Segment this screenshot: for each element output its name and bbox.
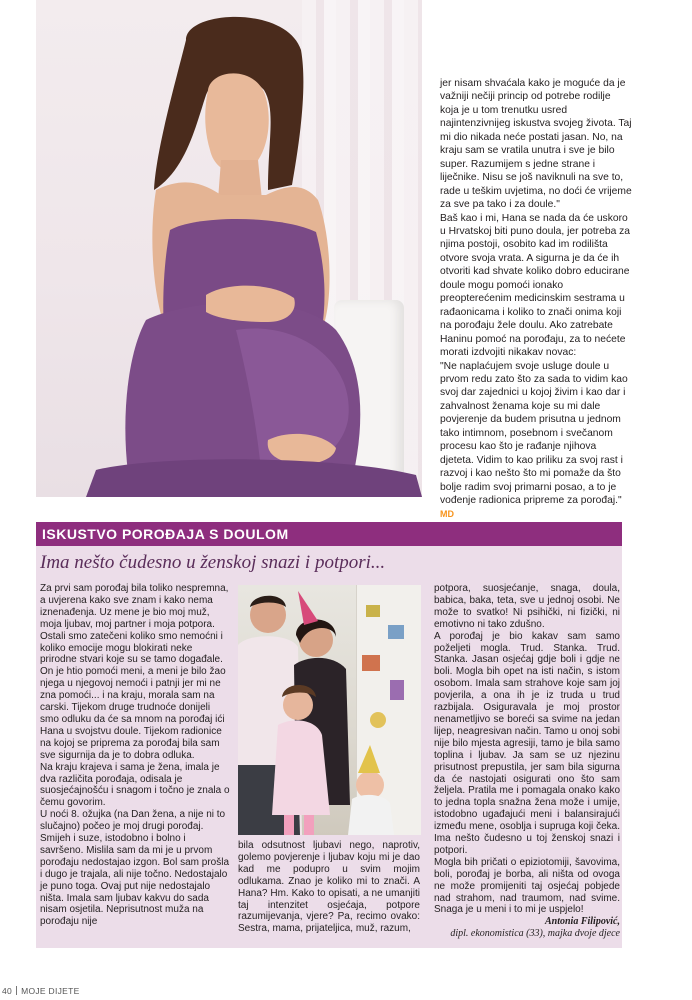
author-initials: MD xyxy=(440,508,454,519)
magazine-name: MOJE DIJETE xyxy=(21,986,80,996)
article-continuation-column xyxy=(440,77,632,521)
paragraph: U noći 8. ožujka (na Dan žena, a nije ni to slučajno) počeo je moj drugi porođaj. Smijeh i suze, istodobno i bolno i savršeno. Mislila sam da mi je u prvom porođaju nedostajao izgon. Bol sam prošla i dugo je trajala, ali nije točno. Nedostajalo je puno toga. Ovaj put nije nedostajalo ništa. Imala sam ljubav kakvu do sada nisam osjetila. Neprisutnost muža na porođaju nije xyxy=(40,809,230,928)
footer-divider xyxy=(16,986,17,995)
family-photo xyxy=(238,585,421,835)
story-column-2 xyxy=(238,840,420,935)
pregnant-woman-photo xyxy=(36,0,422,497)
paragraph: bila odsutnost ljubavi nego, naprotiv, golemo povjerenje i ljubav koju mi je dao kad me podupro u svim mojim odlukama. Znao je koliko mi to znači. A Hana? Hm. Kako to opisati, a ne umanjiti taj intenzitet osjećaja, potpore razumijevanja, vjere? Pa, recimo ovako: Sestra, mama, prijateljica, muž, razum, xyxy=(238,840,420,935)
story-column-1 xyxy=(40,583,230,928)
paragraph: Mogla bih pričati o epiziotomiji, šavovima, boli, porođaj je borba, ali ništa od ovoga ne može promijeniti taj osjećaj pobjede nad strahom, nad traumom, nad svime. Snaga je u meni i to mi je uspjelo! xyxy=(434,856,620,916)
paragraph: potpora, suosjećanje, snaga, doula, babica, baka, teta, sve u jednoj osobi. Ne može to svatko! Ni psihički, ni fizički, ni emotivno ni tako zdušno. xyxy=(434,583,620,630)
paragraph: Baš kao i mi, Hana se nada da će uskoro u Hrvatskoj biti puno doula, jer potreba za njima postoji, osobito kad im rodilišta otvore svoja vrata. A sigurna je da će ih otvoriti kad shvate koliko dobro educirane doule mogu pomoći ionako preopterećenim medicinskim sestrama u rađaonicama i koliko to znači onima koji na porođaju žele doulu. Ako zatrebate Haninu pomoć na porođaju, za to nećete morati izdvojiti nikakav novac: xyxy=(440,212,631,359)
author-title: dipl. ekonomistica (33), majka dvoje djece xyxy=(450,928,620,940)
paragraph: A porođaj je bio kakav sam samo poželjeti mogla. Trud. Stanka. Trud. Stanka. Jasan osjećaj gdje boli i gdje ne boli. Mogla bih opet na isti način, s istom osobom. Imala sam strahove koje sam joj povjerila, a ona ih je iz truda u trud razbijala. Osiguravala je moj prostor nenametljivo se boreći sa svime na jedan lijep, neagresivan način. Tamo u onoj sobi nije bilo mjesta agresiji, tamo je bila samo toplina i ljubav. Ja sam se uz njezinu prisutnost prepustila, jer sam bila sigurna da će nastojati osigurati ono što sam željela. Pratila me i pomagala onako kako to jedna topla snažna žena može i umije, istodobno ugađajući meni i balansirajući između mene, osoblja i supruga koji čeka. Ima nešto čudesno u toj ženskoj snazi i potpori. xyxy=(434,630,620,856)
paragraph: Na kraju krajeva i sama je žena, imala je dva različita porođaja, odisala je suosjećajnošću i snagom i točno je znala o čemu govorim. xyxy=(40,761,230,809)
author-signature xyxy=(434,916,620,940)
paragraph: Za prvi sam porođaj bila toliko nespremna, a uvjerena kako sve znam i kako nema iznenađenja. Uz mene je bio moj muž, moja ljubav, moj partner i moja potpora. Ostali smo zatečeni koliko smo nemoćni i koliko emocije mogu blokirati neke prirodne stvari koje su se tamo događale. On je htio pomoći meni, a meni je bilo žao njega u njegovoj nemoći i patnji jer mi ne zna pomoći... i na kraju, morala sam na carski. Tijekom druge trudnoće donijeli smo odluku da će sa mnom na porođaj ići Hana u svojstvu doule. Tijekom radionice na kojoj se priprema za porođaj bila sam sve sigurnija da je to dobra odluka. xyxy=(40,583,229,761)
section-title: ISKUSTVO POROĐAJA S DOULOM xyxy=(36,522,622,546)
story-column-3 xyxy=(434,583,620,940)
family-figures xyxy=(238,585,421,835)
woman-figure xyxy=(36,0,422,497)
section-subtitle: Ima nešto čudesno u ženskoj snazi i potpori... xyxy=(40,552,386,573)
page-number: 40 xyxy=(2,986,13,996)
paragraph xyxy=(440,360,632,521)
page-footer xyxy=(2,986,80,998)
paragraph: jer nisam shvaćala kako je moguće da je važniji nečiji princip od potrebe rodilje koja je u tom trenutku usred najintenzivnijeg iskustva svojeg života. Taj mi dio nikada neće postati jasan. No, na kraju sam se vratila unutra i sve je bilo super. Razumijem s jedne strane i liječnike. Nisu se još naviknuli na sve to, rade u teškim uvjetima, no doći će vrijeme za sve pa tako i za doule." xyxy=(440,78,632,211)
quote-text: "Ne naplaćujem svoje usluge doule u prvom redu zato što za sada to vidim kao svoj dar zajednici u kojoj živim i kao dar i zahvalnost ženama koje su mi dale povjerenje da budem prisutna u jednom tako intimnom, posebnom i svečanom procesu kao što je rađanje njihova djeteta. Vidim to kao priliku za svoj rast i razvoj i kao nešto što mi pomaže da što bolje radim svoj primarni posao, a to je vođenje radionica pripreme za porođaj." xyxy=(440,360,628,507)
author-name: Antonia Filipović, xyxy=(544,916,620,928)
